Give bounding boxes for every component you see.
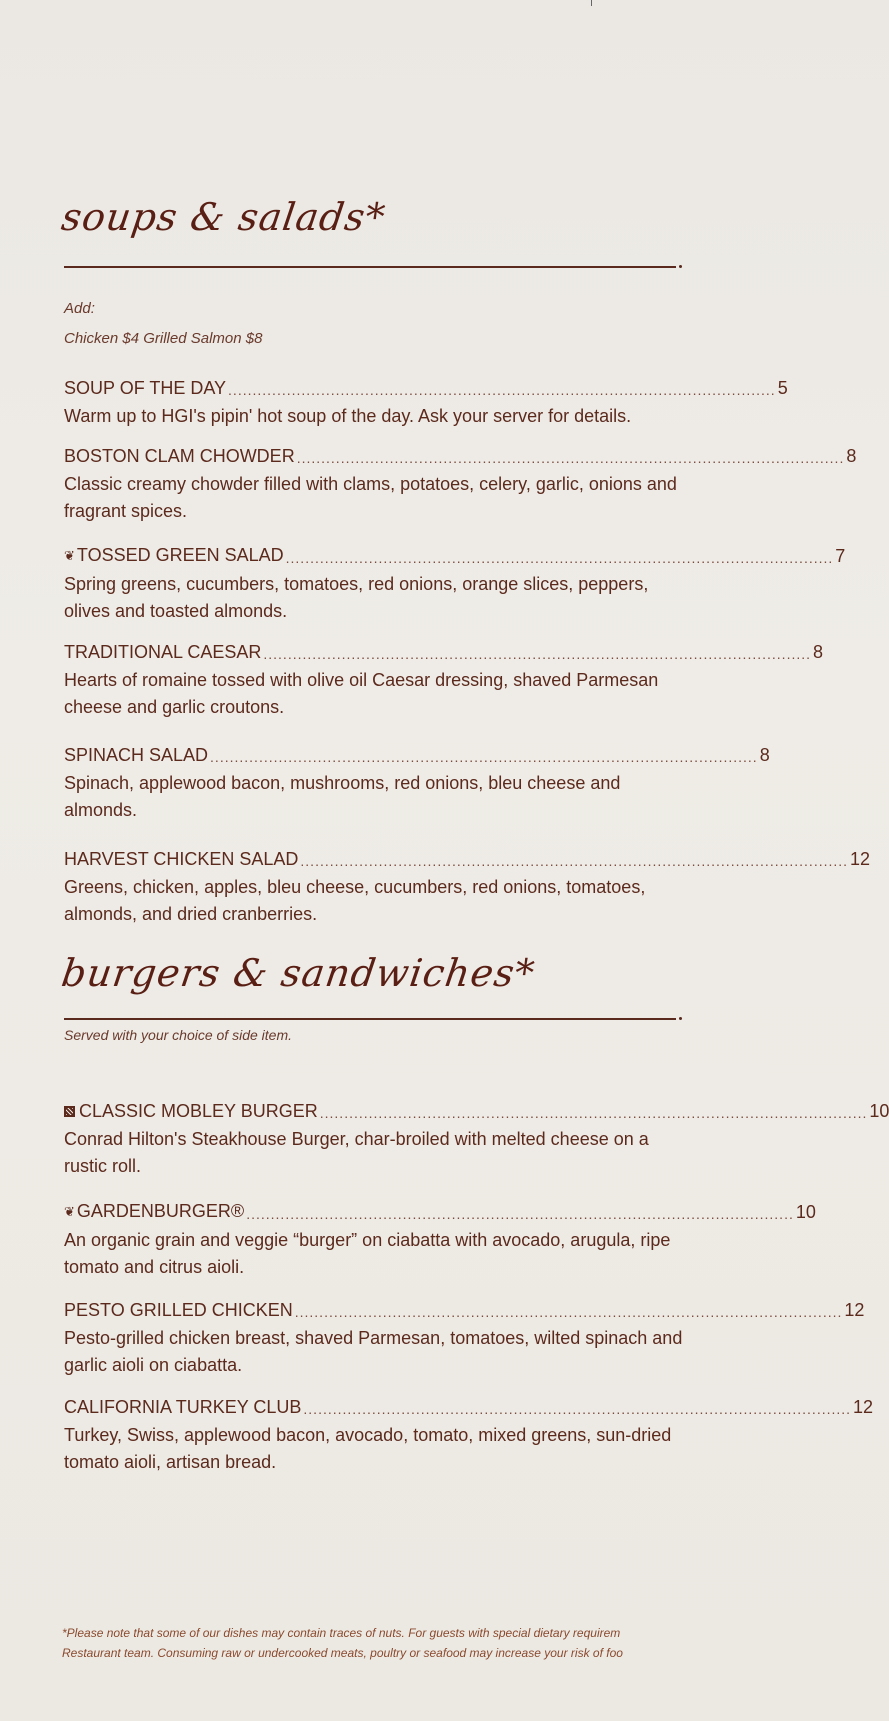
dot-leader: ................................................................................................................ [294,1304,843,1320]
item-price: 12 [853,1397,874,1417]
menu-item-harvest-chicken-salad [64,847,871,928]
menu-item-soup-of-the-day [64,376,788,430]
item-name: GARDENBURGER® [76,1201,245,1221]
item-name: CLASSIC MOBLEY BURGER [79,1101,318,1121]
footer-disclaimer-line-1: *Please note that some of our dishes may contain traces of nuts. For guests with special dietary requirem [62,1626,621,1640]
dot-leader: ................................................................................................................ [210,749,758,765]
dot-leader: ................................................................................................................ [303,1401,852,1417]
item-name: HARVEST CHICKEN SALAD [64,849,299,869]
item-price: 10 [795,1202,816,1222]
menu-item-classic-mobley-burger [64,1099,889,1180]
menu-item-boston-clam-chowder [64,444,857,525]
item-price: 10 [869,1101,889,1121]
dot-leader: ................................................................................................................ [263,646,812,662]
vegetarian-icon: ❦ [64,548,75,563]
menu-item-pesto-grilled-chicken [64,1298,865,1379]
item-name: SPINACH SALAD [64,745,209,765]
dot-leader: ................................................................................................................ [319,1105,868,1121]
side-item-note: Served with your choice of side item. [64,1027,292,1043]
item-name: BOSTON CLAM CHOWDER [64,446,295,466]
item-price: 5 [777,378,788,398]
item-price: 8 [846,446,857,466]
footer-disclaimer-line-2: Restaurant team. Consuming raw or undercooked meats, poultry or seafood may increase your risk of foo [62,1646,623,1660]
add-options: Chicken $4 Grilled Salmon $8 [64,330,263,347]
soups-salads-heading: soups & salads* [58,195,389,239]
item-description: Spring greens, cucumbers, tomatoes, red onions, orange slices, peppers, olives and toasted almonds. [64,574,649,621]
page-edge-mark [591,0,592,6]
menu-item-spinach-salad [64,743,770,824]
menu-item-gardenburger [64,1199,816,1281]
item-description: Turkey, Swiss, applewood bacon, avocado, tomato, mixed greens, sun-dried tomato aioli, artisan bread. [64,1425,672,1472]
item-name: CALIFORNIA TURKEY CLUB [64,1397,302,1417]
vegetarian-icon: ❦ [64,1204,75,1219]
burgers-sandwiches-rule [64,1018,676,1020]
soups-salads-rule [64,266,676,268]
item-price: 12 [844,1300,865,1320]
item-name: SOUP OF THE DAY [64,378,227,398]
item-price: 8 [813,642,824,662]
item-description: An organic grain and veggie “burger” on ciabatta with avocado, arugula, ripe tomato and citrus aioli. [64,1230,671,1277]
item-name: TOSSED GREEN SALAD [76,545,284,565]
item-description: Spinach, applewood bacon, mushrooms, red onions, bleu cheese and almonds. [64,773,621,820]
menu-item-california-turkey-club [64,1395,874,1476]
dot-leader: ................................................................................................................ [296,450,845,466]
burgers-sandwiches-heading: burgers & sandwiches* [58,951,538,995]
signature-icon [64,1106,75,1117]
item-price: 7 [835,546,846,566]
item-name: PESTO GRILLED CHICKEN [64,1300,293,1320]
item-description: Pesto-grilled chicken breast, shaved Parmesan, tomatoes, wilted spinach and garlic aioli on ciabatta. [64,1328,683,1375]
item-description: Classic creamy chowder filled with clams, potatoes, celery, garlic, onions and fragrant spices. [64,474,677,521]
item-description: Warm up to HGI's pipin' hot soup of the day. Ask your server for details. [64,406,632,426]
dot-leader: ................................................................................................................ [285,550,834,566]
dot-leader: ................................................................................................................ [300,853,849,869]
item-description: Greens, chicken, apples, bleu cheese, cucumbers, red onions, tomatoes, almonds, and dried cranberries. [64,877,646,924]
item-description: Hearts of romaine tossed with olive oil Caesar dressing, shaved Parmesan cheese and garlic croutons. [64,670,659,717]
menu-item-tossed-green-salad [64,543,846,625]
dot-leader: ................................................................................................................ [228,382,776,398]
menu-item-traditional-caesar [64,640,824,721]
dot-leader: ................................................................................................................ [246,1206,794,1222]
item-description: Conrad Hilton's Steakhouse Burger, char-broiled with melted cheese on a rustic roll. [64,1129,649,1176]
item-price: 8 [759,745,770,765]
add-label: Add: [64,300,95,317]
item-name: TRADITIONAL CAESAR [64,642,262,662]
item-price: 12 [850,849,871,869]
